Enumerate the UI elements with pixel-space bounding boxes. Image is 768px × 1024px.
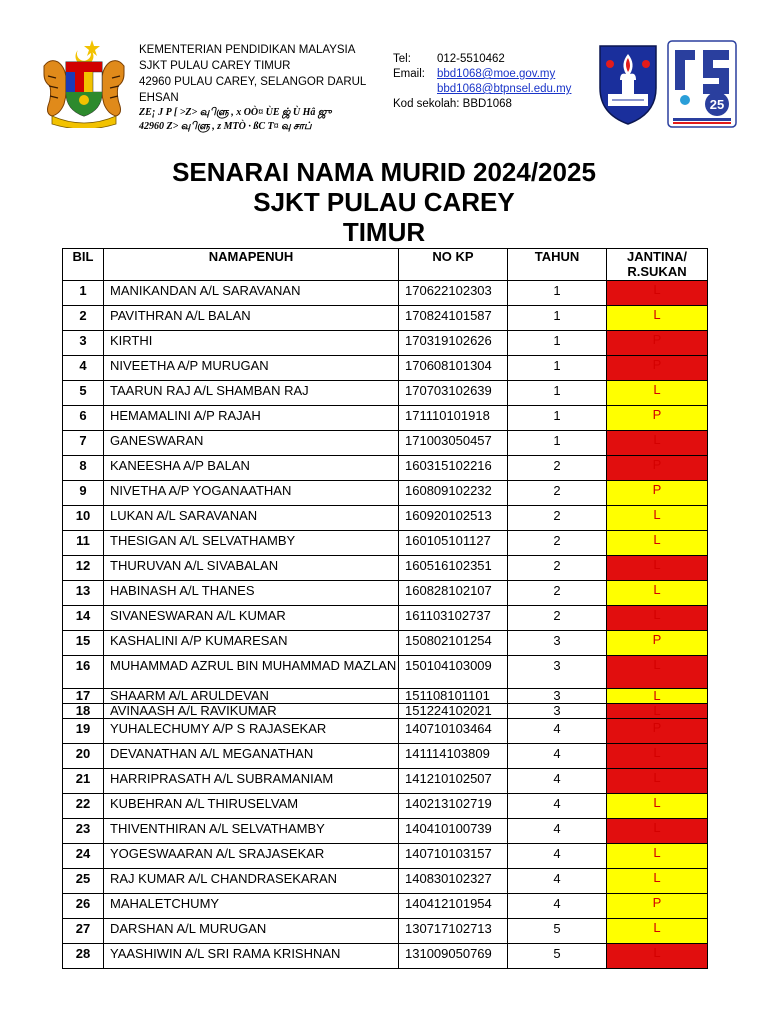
row-jantina: P xyxy=(607,331,708,356)
row-jantina: P xyxy=(607,631,708,656)
school-address: 42960 PULAU CAREY, SELANGOR DARUL EHSAN xyxy=(139,76,366,104)
svg-text:25: 25 xyxy=(709,97,725,112)
row-tahun: 5 xyxy=(508,944,607,969)
row-bil: 23 xyxy=(63,819,104,844)
row-jantina: L xyxy=(607,556,708,581)
email-label: Email: xyxy=(393,68,425,80)
row-bil: 14 xyxy=(63,606,104,631)
row-kp: 170622102303 xyxy=(399,281,508,306)
row-tahun: 2 xyxy=(508,581,607,606)
row-bil: 4 xyxy=(63,356,104,381)
table-row xyxy=(63,656,708,689)
row-tahun: 1 xyxy=(508,356,607,381)
table-row xyxy=(63,689,708,704)
table-row xyxy=(63,869,708,894)
table-row xyxy=(63,281,708,306)
email-row xyxy=(393,67,571,82)
student-roster-table xyxy=(62,248,708,969)
email-row-2 xyxy=(393,82,571,97)
row-name: MAHALETCHUMY xyxy=(104,894,399,919)
row-name: MUHAMMAD AZRUL BIN MUHAMMAD MAZLAN xyxy=(104,656,399,689)
row-tahun: 1 xyxy=(508,331,607,356)
tel-row xyxy=(393,52,571,67)
table-row xyxy=(63,919,708,944)
row-bil: 16 xyxy=(63,656,104,689)
table-row xyxy=(63,481,708,506)
row-name: HEMAMALINI A/P RAJAH xyxy=(104,406,399,431)
row-tahun: 1 xyxy=(508,406,607,431)
row-jantina: L xyxy=(607,381,708,406)
row-bil: 12 xyxy=(63,556,104,581)
row-name: HABINASH A/L THANES xyxy=(104,581,399,606)
row-name: SHAARM A/L ARULDEVAN xyxy=(104,689,399,704)
tamil-address-line-1: ZE¡ J P [ >Z> வுிளு , x OÒ¤ ÙE ஜ் Ù Hâ ஜு xyxy=(139,107,332,118)
row-bil: 22 xyxy=(63,794,104,819)
row-jantina: L xyxy=(607,744,708,769)
page-title-line-2: SJKT PULAU CAREY xyxy=(253,187,515,217)
row-kp: 161103102737 xyxy=(399,606,508,631)
tamil-address-line-2: 42960 Z> வுிளு , z MTÒ · ßC T¤ வு சாப் xyxy=(139,121,312,132)
row-name: LUKAN A/L SARAVANAN xyxy=(104,506,399,531)
table-row xyxy=(63,744,708,769)
row-kp: 170824101587 xyxy=(399,306,508,331)
row-kp: 150104103009 xyxy=(399,656,508,689)
table-row xyxy=(63,794,708,819)
row-kp: 171003050457 xyxy=(399,431,508,456)
row-kp: 141114103809 xyxy=(399,744,508,769)
table-row xyxy=(63,631,708,656)
row-kp: 160920102513 xyxy=(399,506,508,531)
table-row xyxy=(63,719,708,744)
row-name: KASHALINI A/P KUMARESAN xyxy=(104,631,399,656)
row-tahun: 4 xyxy=(508,794,607,819)
row-bil: 28 xyxy=(63,944,104,969)
row-kp: 140213102719 xyxy=(399,794,508,819)
row-jantina: L xyxy=(607,656,708,689)
row-jantina: P xyxy=(607,481,708,506)
row-name: MANIKANDAN A/L SARAVANAN xyxy=(104,281,399,306)
row-kp: 170319102626 xyxy=(399,331,508,356)
header-kp: NO KP xyxy=(399,249,508,281)
row-tahun: 3 xyxy=(508,689,607,704)
row-kp: 170608101304 xyxy=(399,356,508,381)
row-jantina: L xyxy=(607,506,708,531)
row-tahun: 2 xyxy=(508,531,607,556)
ppd-25-emblem-icon xyxy=(667,40,737,128)
row-name: THURUVAN A/L SIVABALAN xyxy=(104,556,399,581)
row-tahun: 3 xyxy=(508,704,607,719)
school-name: SJKT PULAU CAREY TIMUR xyxy=(139,60,291,72)
table-row xyxy=(63,431,708,456)
row-bil: 21 xyxy=(63,769,104,794)
row-kp: 130717102713 xyxy=(399,919,508,944)
row-jantina: L xyxy=(607,844,708,869)
row-bil: 5 xyxy=(63,381,104,406)
row-kp: 160516102351 xyxy=(399,556,508,581)
row-name: NIVEETHA A/P MURUGAN xyxy=(104,356,399,381)
row-jantina: L xyxy=(607,794,708,819)
row-bil: 17 xyxy=(63,689,104,704)
malaysia-coat-of-arms-icon xyxy=(38,36,130,128)
row-kp: 141210102507 xyxy=(399,769,508,794)
row-name: YAASHIWIN A/L SRI RAMA KRISHNAN xyxy=(104,944,399,969)
row-bil: 11 xyxy=(63,531,104,556)
row-kp: 170703102639 xyxy=(399,381,508,406)
row-name: DEVANATHAN A/L MEGANATHAN xyxy=(104,744,399,769)
table-row xyxy=(63,456,708,481)
row-bil: 15 xyxy=(63,631,104,656)
row-tahun: 4 xyxy=(508,894,607,919)
row-jantina: P xyxy=(607,356,708,381)
row-name: KIRTHI xyxy=(104,331,399,356)
row-jantina: P xyxy=(607,719,708,744)
row-tahun: 1 xyxy=(508,381,607,406)
row-bil: 1 xyxy=(63,281,104,306)
row-tahun: 4 xyxy=(508,719,607,744)
tel-value: 012-5510462 xyxy=(437,53,505,65)
row-kp: 171110101918 xyxy=(399,406,508,431)
row-tahun: 1 xyxy=(508,281,607,306)
row-jantina: L xyxy=(607,689,708,704)
row-jantina: L xyxy=(607,869,708,894)
row-name: YUHALECHUMY A/P S RAJASEKAR xyxy=(104,719,399,744)
row-bil: 27 xyxy=(63,919,104,944)
row-tahun: 4 xyxy=(508,819,607,844)
header-name: NAMAPENUH xyxy=(104,249,399,281)
row-tahun: 2 xyxy=(508,556,607,581)
table-header-row xyxy=(63,249,708,281)
row-jantina: L xyxy=(607,431,708,456)
header-jantina-line-1: JANTINA/ xyxy=(627,249,687,264)
table-row xyxy=(63,704,708,719)
table-row xyxy=(63,306,708,331)
row-name: GANESWARAN xyxy=(104,431,399,456)
row-jantina: L xyxy=(607,944,708,969)
row-jantina: P xyxy=(607,456,708,481)
row-tahun: 1 xyxy=(508,431,607,456)
header-jantina-line-2: R.SUKAN xyxy=(627,264,687,279)
row-jantina: L xyxy=(607,531,708,556)
row-bil: 3 xyxy=(63,331,104,356)
school-crest-icon xyxy=(596,40,660,128)
row-bil: 8 xyxy=(63,456,104,481)
row-kp: 140412101954 xyxy=(399,894,508,919)
row-jantina: L xyxy=(607,581,708,606)
table-row xyxy=(63,844,708,869)
row-tahun: 4 xyxy=(508,769,607,794)
row-tahun: 2 xyxy=(508,606,607,631)
row-kp: 140410100739 xyxy=(399,819,508,844)
row-kp: 140830102327 xyxy=(399,869,508,894)
row-bil: 18 xyxy=(63,704,104,719)
row-name: YOGESWAARAN A/L SRAJASEKAR xyxy=(104,844,399,869)
table-row xyxy=(63,331,708,356)
row-bil: 2 xyxy=(63,306,104,331)
row-jantina: L xyxy=(607,306,708,331)
school-code: Kod sekolah: BBD1068 xyxy=(393,98,512,110)
table-row xyxy=(63,606,708,631)
row-name: KUBEHRAN A/L THIRUSELVAM xyxy=(104,794,399,819)
ministry-name: KEMENTERIAN PENDIDIKAN MALAYSIA xyxy=(139,44,356,56)
row-bil: 25 xyxy=(63,869,104,894)
row-bil: 13 xyxy=(63,581,104,606)
table-row xyxy=(63,819,708,844)
row-tahun: 3 xyxy=(508,656,607,689)
school-address-block xyxy=(139,42,389,134)
table-row xyxy=(63,356,708,381)
row-name: THESIGAN A/L SELVATHAMBY xyxy=(104,531,399,556)
table-row xyxy=(63,531,708,556)
table-row xyxy=(63,581,708,606)
table-row xyxy=(63,381,708,406)
row-tahun: 3 xyxy=(508,631,607,656)
table-row xyxy=(63,406,708,431)
row-tahun: 5 xyxy=(508,919,607,944)
row-name: HARRIPRASATH A/L SUBRAMANIAM xyxy=(104,769,399,794)
row-bil: 9 xyxy=(63,481,104,506)
row-name: RAJ KUMAR A/L CHANDRASEKARAN xyxy=(104,869,399,894)
row-bil: 24 xyxy=(63,844,104,869)
row-kp: 150802101254 xyxy=(399,631,508,656)
row-kp: 131009050769 xyxy=(399,944,508,969)
table-row xyxy=(63,556,708,581)
table-row xyxy=(63,769,708,794)
row-kp: 140710103464 xyxy=(399,719,508,744)
row-tahun: 4 xyxy=(508,844,607,869)
email-link-moe[interactable]: bbd1068@moe.gov.my xyxy=(437,68,556,80)
row-jantina: L xyxy=(607,769,708,794)
row-jantina: L xyxy=(607,606,708,631)
row-name: THIVENTHIRAN A/L SELVATHAMBY xyxy=(104,819,399,844)
row-name: SIVANESWARAN A/L KUMAR xyxy=(104,606,399,631)
row-bil: 7 xyxy=(63,431,104,456)
row-bil: 10 xyxy=(63,506,104,531)
page-title-line-1: SENARAI NAMA MURID 2024/2025 xyxy=(172,157,596,187)
row-name: AVINAASH A/L RAVIKUMAR xyxy=(104,704,399,719)
row-kp: 160315102216 xyxy=(399,456,508,481)
email-link-btpnsel[interactable]: bbd1068@btpnsel.edu.my xyxy=(437,83,572,95)
header-tahun: TAHUN xyxy=(508,249,607,281)
row-kp: 160105101127 xyxy=(399,531,508,556)
row-jantina: L xyxy=(607,819,708,844)
table-row xyxy=(63,506,708,531)
row-jantina: L xyxy=(607,919,708,944)
row-name: DARSHAN A/L MURUGAN xyxy=(104,919,399,944)
contact-block xyxy=(393,52,571,112)
row-name: KANEESHA A/P BALAN xyxy=(104,456,399,481)
row-jantina: P xyxy=(607,894,708,919)
row-jantina: L xyxy=(607,704,708,719)
header-jantina xyxy=(607,249,708,281)
row-tahun: 4 xyxy=(508,869,607,894)
table-row xyxy=(63,894,708,919)
table-body xyxy=(63,281,708,969)
row-tahun: 2 xyxy=(508,481,607,506)
row-tahun: 4 xyxy=(508,744,607,769)
tel-label: Tel: xyxy=(393,53,411,65)
row-bil: 6 xyxy=(63,406,104,431)
table-row xyxy=(63,944,708,969)
row-name: NIVETHA A/P YOGANAATHAN xyxy=(104,481,399,506)
row-jantina: L xyxy=(607,281,708,306)
row-name: TAARUN RAJ A/L SHAMBAN RAJ xyxy=(104,381,399,406)
row-bil: 26 xyxy=(63,894,104,919)
row-jantina: P xyxy=(607,406,708,431)
row-tahun: 2 xyxy=(508,456,607,481)
row-tahun: 1 xyxy=(508,306,607,331)
row-tahun: 2 xyxy=(508,506,607,531)
row-kp: 151108101101 xyxy=(399,689,508,704)
row-kp: 151224102021 xyxy=(399,704,508,719)
row-kp: 160809102232 xyxy=(399,481,508,506)
row-name: PAVITHRAN A/L BALAN xyxy=(104,306,399,331)
row-kp: 140710103157 xyxy=(399,844,508,869)
page-title-line-3: TIMUR xyxy=(342,217,426,247)
row-kp: 160828102107 xyxy=(399,581,508,606)
header-bil: BIL xyxy=(63,249,104,281)
row-bil: 20 xyxy=(63,744,104,769)
row-bil: 19 xyxy=(63,719,104,744)
